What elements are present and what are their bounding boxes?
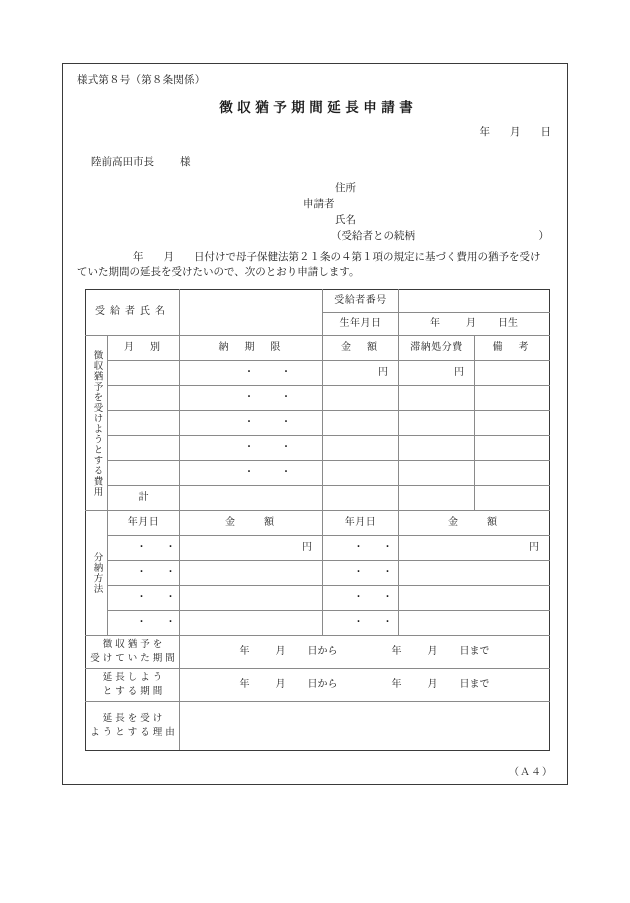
deferral-note-cell[interactable] xyxy=(475,361,550,386)
installment-header-amount-left: 金 額 xyxy=(180,511,323,536)
header-due-date: 納 期 限 xyxy=(180,336,323,361)
extension-period-label-cell xyxy=(86,669,180,702)
table-row xyxy=(86,611,550,636)
installment-left-yen: 円 xyxy=(302,541,312,553)
recipient-name-label: 受給者氏名 xyxy=(95,306,170,318)
deferral-month-cell[interactable] xyxy=(108,386,180,411)
installment-date-right-cell[interactable]: ・ ・ xyxy=(323,611,399,636)
installment-date-left-cell[interactable]: ・ ・ xyxy=(108,611,180,636)
deferral-due-date-cell[interactable]: ・ ・ xyxy=(180,461,323,486)
table-row xyxy=(86,361,550,386)
table-row xyxy=(86,586,550,611)
deferral-amount-cell[interactable] xyxy=(323,436,399,461)
installment-date-left-cell[interactable]: ・ ・ xyxy=(108,536,180,561)
header-amount: 金 額 xyxy=(323,336,399,361)
installment-amount-right-cell[interactable] xyxy=(399,586,550,611)
deferral-to-year: 年 xyxy=(391,645,402,657)
deferral-total-label-cell xyxy=(108,486,180,511)
deferral-penalty-cell[interactable] xyxy=(399,361,475,386)
deferral-amount-cell[interactable] xyxy=(323,461,399,486)
applicant-relation-row xyxy=(331,228,549,243)
installment-header-date-right: 年月日 xyxy=(323,511,399,536)
deferral-due-date-cell[interactable]: ・ ・ xyxy=(180,361,323,386)
header-date-month: 月 xyxy=(510,126,521,138)
deferral-penalty-cell[interactable] xyxy=(399,436,475,461)
extension-to-month: 月 xyxy=(427,678,438,690)
paper-size-mark: （Ａ４） xyxy=(509,767,553,778)
deferral-due-date-cell[interactable]: ・ ・ xyxy=(180,386,323,411)
deferral-penalty-cell[interactable] xyxy=(399,411,475,436)
deferral-period-label-cell xyxy=(86,636,180,669)
relation-open-label: （受給者との続柄 xyxy=(331,230,415,242)
reason-row xyxy=(86,702,550,751)
installment-date-left-cell[interactable]: ・ ・ xyxy=(108,586,180,611)
deferral-amount-yen: 円 xyxy=(378,366,388,378)
deferral-note-cell[interactable] xyxy=(475,386,550,411)
deferral-total-penalty-cell[interactable] xyxy=(399,486,475,511)
addressee-honorific: 様 xyxy=(180,156,191,168)
recipient-number-label: 受給者番号 xyxy=(334,294,387,306)
table-row xyxy=(86,561,550,586)
deferral-month-cell[interactable] xyxy=(108,436,180,461)
extension-period-label-line1: 延長しよう xyxy=(102,672,166,683)
header-note: 備 考 xyxy=(475,336,550,361)
applicant-address-label: 住所 xyxy=(335,182,356,194)
deferral-period-value-cell[interactable] xyxy=(180,636,550,669)
body-rest: 日付けで母子保健法第２１条の４第１項の規定に基づく費用の猶予を受け xyxy=(194,251,541,263)
extension-period-row xyxy=(86,669,550,702)
installment-amount-left-cell[interactable] xyxy=(180,561,323,586)
installment-header-date-left: 年月日 xyxy=(108,511,180,536)
deferral-period-label-line1: 徴収猶予を xyxy=(102,639,166,650)
body-year: 年 xyxy=(133,251,144,263)
deferral-due-date-cell[interactable]: ・ ・ xyxy=(180,411,323,436)
extension-to-day: 日まで xyxy=(459,678,490,690)
installment-header-row xyxy=(86,511,550,536)
deferral-from-year: 年 xyxy=(239,645,250,657)
deferral-total-note-cell[interactable] xyxy=(475,486,550,511)
extension-period-value-cell[interactable] xyxy=(180,669,550,702)
installment-vertical-label-cell xyxy=(86,511,108,636)
deferral-from-day: 日から xyxy=(307,645,338,657)
deferral-total-label: 計 xyxy=(138,491,149,503)
recipient-name-label-cell xyxy=(86,290,180,336)
deferral-vertical-label: 徴収猶予を受けようとする費用 xyxy=(91,349,103,497)
addressee-name: 陸前高田市長 xyxy=(91,156,154,168)
deferral-penalty-cell[interactable] xyxy=(399,461,475,486)
table-row xyxy=(86,436,550,461)
extension-from-month: 月 xyxy=(275,678,286,690)
application-table xyxy=(85,289,550,751)
birth-label: 生年月日 xyxy=(339,317,382,329)
deferral-due-date-cell[interactable]: ・ ・ xyxy=(180,436,323,461)
addressee xyxy=(91,154,191,169)
deferral-month-cell[interactable] xyxy=(108,361,180,386)
document-title: 徴収猶予期間延長申請書 xyxy=(219,100,418,116)
recipient-number-label-cell xyxy=(323,290,399,313)
extension-to-year: 年 xyxy=(391,678,402,690)
deferral-to-month: 月 xyxy=(427,645,438,657)
deferral-amount-cell[interactable] xyxy=(323,411,399,436)
header-date-day: 日 xyxy=(540,126,551,138)
deferral-from-month: 月 xyxy=(275,645,286,657)
reason-label-cell xyxy=(86,702,180,751)
extension-from-year: 年 xyxy=(239,678,250,690)
recipient-number-row xyxy=(86,290,550,313)
deferral-total-amount-cell[interactable] xyxy=(323,486,399,511)
installment-vertical-label: 分納方法 xyxy=(91,552,103,594)
birth-label-cell xyxy=(323,313,399,336)
relation-close-paren: ） xyxy=(538,230,549,242)
deferral-note-cell[interactable] xyxy=(475,461,550,486)
extension-period-label-line2: とする期間 xyxy=(102,686,166,697)
reason-value-cell[interactable] xyxy=(180,702,550,751)
recipient-name-value-cell[interactable] xyxy=(180,290,323,336)
table-row xyxy=(86,386,550,411)
deferral-amount-cell[interactable] xyxy=(323,386,399,411)
installment-amount-right-cell[interactable] xyxy=(399,561,550,586)
installment-date-right-cell[interactable]: ・ ・ xyxy=(323,536,399,561)
birth-year: 年 xyxy=(430,317,440,329)
deferral-period-row xyxy=(86,636,550,669)
body-line-1 xyxy=(77,250,557,265)
deferral-penalty-yen: 円 xyxy=(454,366,464,378)
deferral-total-row xyxy=(86,486,550,511)
deferral-vertical-label-cell xyxy=(86,336,108,511)
page-frame xyxy=(62,63,568,785)
table-row xyxy=(86,411,550,436)
installment-amount-left-cell[interactable] xyxy=(180,536,323,561)
birth-day: 日生 xyxy=(498,317,518,329)
header-date-line xyxy=(480,124,552,139)
installment-amount-left-cell[interactable] xyxy=(180,586,323,611)
deferral-amount-cell[interactable] xyxy=(323,361,399,386)
applicant-label: 申請者 xyxy=(303,198,335,210)
birth-month: 月 xyxy=(466,317,476,329)
form-number: 様式第８号（第８条関係） xyxy=(77,74,206,86)
deferral-penalty-cell[interactable] xyxy=(399,386,475,411)
table-row xyxy=(86,461,550,486)
applicant-name-label: 氏名 xyxy=(335,214,356,226)
deferral-period-label-line2: 受けていた期間 xyxy=(90,653,178,664)
reason-label-line1: 延長を受け xyxy=(102,713,166,724)
extension-from-day: 日から xyxy=(307,678,338,690)
header-month: 月 別 xyxy=(108,336,180,361)
body-line-2: ていた期間の延長を受けたいので、次のとおり申請します。 xyxy=(77,266,360,278)
deferral-header-row xyxy=(86,336,550,361)
body-paragraph xyxy=(77,250,557,280)
deferral-month-cell[interactable] xyxy=(108,411,180,436)
deferral-note-cell[interactable] xyxy=(475,411,550,436)
deferral-total-duedate-cell[interactable] xyxy=(180,486,323,511)
recipient-number-value-cell[interactable] xyxy=(399,290,550,313)
birth-value-cell[interactable] xyxy=(399,313,550,336)
header-penalty-cost: 滞納処分費 xyxy=(399,336,475,361)
installment-right-yen: 円 xyxy=(529,541,539,553)
installment-amount-right-cell[interactable] xyxy=(399,611,550,636)
installment-date-right-cell[interactable]: ・ ・ xyxy=(323,586,399,611)
body-month: 月 xyxy=(163,251,174,263)
installment-amount-left-cell[interactable] xyxy=(180,611,323,636)
deferral-to-day: 日まで xyxy=(459,645,490,657)
header-date-year: 年 xyxy=(479,126,490,138)
installment-amount-right-cell[interactable] xyxy=(399,536,550,561)
reason-label-line2: ようとする理由 xyxy=(90,727,178,738)
installment-date-right-cell[interactable]: ・ ・ xyxy=(323,561,399,586)
deferral-note-cell[interactable] xyxy=(475,436,550,461)
installment-date-left-cell[interactable]: ・ ・ xyxy=(108,561,180,586)
page-inner xyxy=(63,64,569,786)
installment-header-amount-right: 金 額 xyxy=(399,511,550,536)
deferral-month-cell[interactable] xyxy=(108,461,180,486)
birth-value xyxy=(430,318,518,329)
table-row xyxy=(86,536,550,561)
